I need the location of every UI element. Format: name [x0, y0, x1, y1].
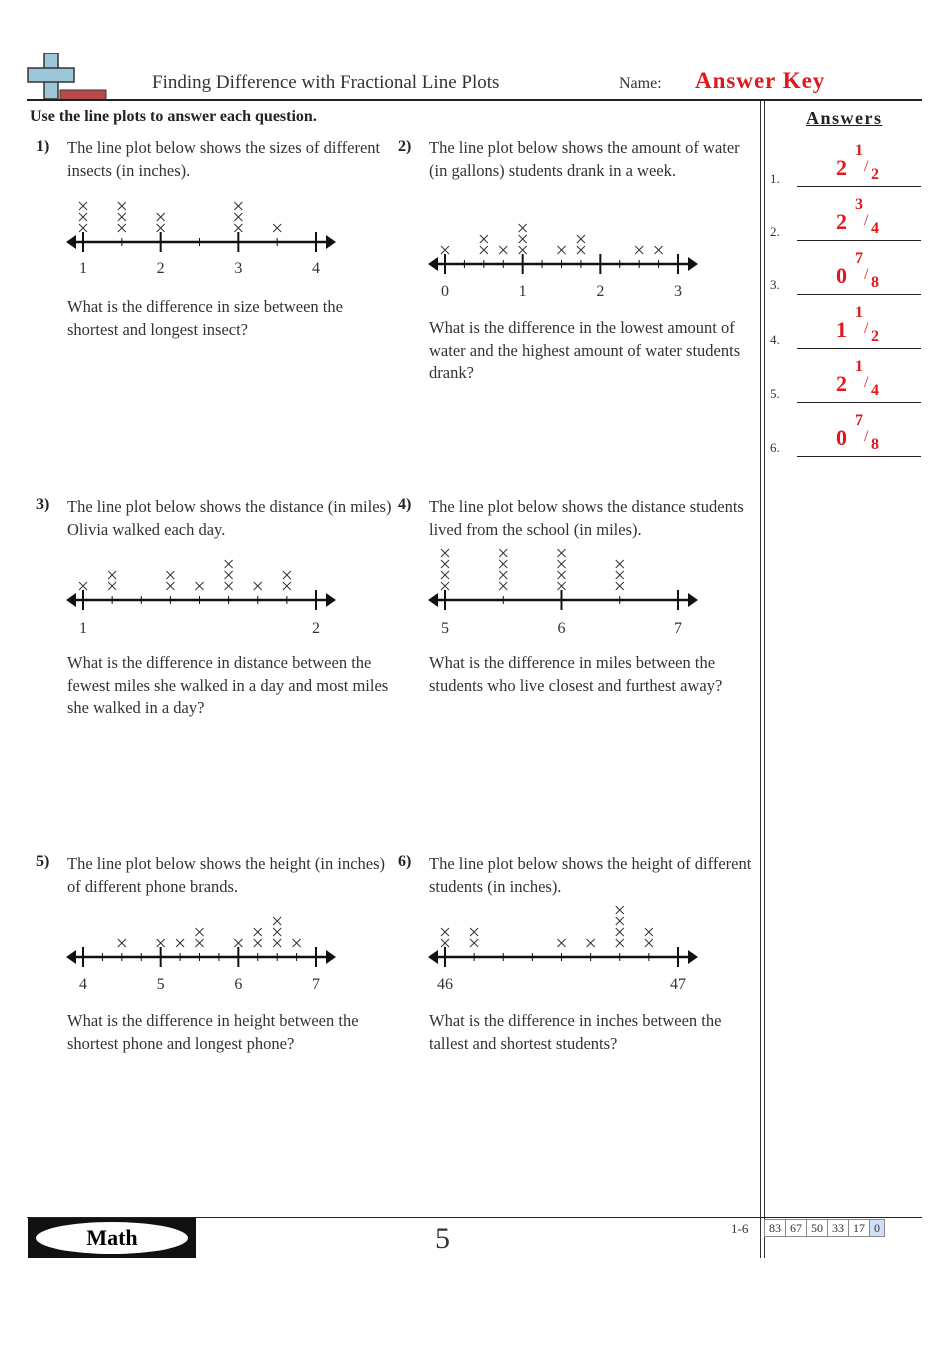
math-logo-text: Math [86, 1225, 138, 1250]
x-mark [577, 235, 585, 243]
x-mark [79, 224, 87, 232]
fraction-slash: / [864, 212, 869, 229]
x-mark [519, 235, 527, 243]
score-cell: 67 [786, 1220, 807, 1237]
fraction-slash: / [864, 158, 869, 175]
tick-label: 0 [441, 283, 449, 300]
x-mark [519, 224, 527, 232]
answers-title: Answers [806, 108, 883, 128]
x-mark [166, 582, 174, 590]
x-mark [254, 928, 262, 936]
question-number: 1) [36, 138, 50, 155]
line-plot [424, 548, 709, 638]
arrow-right-icon [688, 257, 698, 271]
x-mark [441, 582, 449, 590]
x-mark [225, 571, 233, 579]
question-number: 4) [398, 496, 412, 513]
question-intro: The line plot below shows the height (in inches) of different phone brands. [67, 854, 386, 896]
answer-denominator: 4 [871, 220, 879, 237]
answer-number: 4. [770, 332, 780, 347]
x-mark [655, 246, 663, 254]
header-rule [27, 99, 922, 101]
question-text: What is the difference in the lowest amount of water and the highest amount of water students drank? [429, 318, 741, 382]
answer-whole: 2 [836, 371, 847, 396]
x-mark [587, 939, 595, 947]
x-mark [118, 224, 126, 232]
tick-label: 6 [557, 620, 566, 637]
x-mark [499, 571, 507, 579]
score-cell: 17 [849, 1220, 870, 1237]
arrow-left-icon [428, 593, 438, 607]
arrow-left-icon [428, 950, 438, 964]
arrow-left-icon [428, 257, 438, 271]
answer-whole: 1 [836, 317, 847, 342]
page-number: 5 [435, 1222, 450, 1255]
tick-label: 1 [79, 260, 87, 277]
name-label: Name: [619, 75, 662, 92]
answer-numerator: 1 [855, 304, 863, 321]
x-mark [616, 560, 624, 568]
answer-whole: 0 [836, 263, 847, 288]
tick-label: 1 [79, 620, 87, 637]
tick-label: 1 [518, 283, 527, 300]
answer-denominator: 2 [871, 328, 879, 345]
answer-line [797, 348, 921, 349]
arrow-right-icon [688, 950, 698, 964]
x-mark [558, 246, 566, 254]
score-range-label: 1-6 [731, 1221, 749, 1236]
line-plot [62, 905, 347, 995]
question-intro: The line plot below shows the sizes of different insects (in inches). [67, 138, 381, 180]
x-mark [176, 939, 184, 947]
tick-label: 46 [437, 976, 453, 993]
answer-number: 3. [770, 277, 780, 292]
fraction-slash: / [864, 428, 869, 445]
question-text: What is the difference in size between the shortest and longest insect? [67, 297, 343, 339]
x-mark [283, 571, 291, 579]
x-mark [480, 246, 488, 254]
score-cell: 0 [870, 1220, 885, 1237]
x-mark [616, 582, 624, 590]
answer-whole: 0 [836, 425, 847, 450]
x-mark [273, 224, 281, 232]
x-mark [118, 202, 126, 210]
tick-label: 6 [234, 976, 243, 993]
math-logo [28, 1218, 196, 1258]
x-mark [273, 928, 281, 936]
question-number: 5) [36, 853, 50, 870]
x-mark [616, 571, 624, 579]
x-mark [234, 939, 242, 947]
answer-key-label: Answer Key [695, 68, 826, 93]
tick-label: 5 [441, 620, 449, 637]
x-mark [108, 582, 116, 590]
x-mark [118, 213, 126, 221]
x-mark [441, 939, 449, 947]
answer-number: 2. [770, 224, 780, 239]
x-mark [79, 213, 87, 221]
answer-line [797, 294, 921, 295]
tick-label: 2 [156, 260, 165, 277]
x-mark [225, 582, 233, 590]
plus-logo-icon [26, 53, 108, 101]
tick-label: 7 [674, 620, 682, 637]
answer-line [797, 402, 921, 403]
answer-denominator: 8 [871, 274, 879, 291]
x-mark [635, 246, 643, 254]
question-number: 2) [398, 138, 412, 155]
arrow-right-icon [326, 593, 336, 607]
x-mark [157, 213, 165, 221]
x-mark [558, 582, 566, 590]
arrow-right-icon [326, 950, 336, 964]
x-mark [499, 246, 507, 254]
line-plot [62, 548, 347, 638]
x-mark [645, 928, 653, 936]
answer-numerator: 1 [855, 358, 863, 375]
x-mark [273, 917, 281, 925]
x-mark [157, 224, 165, 232]
x-mark [196, 928, 204, 936]
score-cell: 83 [765, 1220, 786, 1237]
answer-denominator: 8 [871, 436, 879, 453]
question-intro: The line plot below shows the distance (in miles) Olivia walked each day. [67, 497, 392, 539]
x-mark [157, 939, 165, 947]
x-mark [118, 939, 126, 947]
instructions: Use the line plots to answer each question. [30, 108, 317, 125]
x-mark [79, 582, 87, 590]
answer-number: 6. [770, 440, 780, 455]
x-mark [293, 939, 301, 947]
question-text: What is the difference in miles between the students who live closest and furthest away? [429, 653, 723, 695]
answer-numerator: 7 [855, 250, 863, 267]
answer-number: 1. [770, 171, 780, 186]
x-mark [616, 939, 624, 947]
x-mark [616, 906, 624, 914]
tick-label: 5 [156, 976, 165, 993]
score-cell: 33 [828, 1220, 849, 1237]
fraction-slash: / [864, 320, 869, 337]
tick-label: 2 [312, 620, 320, 637]
question-intro: The line plot below shows the height of different students (in inches). [429, 854, 752, 896]
tick-label: 7 [312, 976, 320, 993]
score-table [764, 1219, 885, 1237]
page-title: Finding Difference with Fractional Line Plots [152, 72, 500, 93]
x-mark [558, 571, 566, 579]
x-mark [273, 939, 281, 947]
answer-denominator: 2 [871, 166, 879, 183]
question-number: 6) [398, 853, 412, 870]
x-mark [196, 939, 204, 947]
line-plot [424, 905, 709, 995]
question-intro: The line plot below shows the distance students lived from the school (in miles). [429, 497, 744, 539]
x-mark [577, 246, 585, 254]
x-mark [558, 560, 566, 568]
divider-line [764, 101, 765, 1258]
x-mark [558, 549, 566, 557]
x-mark [616, 917, 624, 925]
x-mark [234, 202, 242, 210]
fraction-slash: / [864, 374, 869, 391]
tick-label: 4 [312, 260, 320, 277]
question-number: 3) [36, 496, 50, 513]
question-text: What is the difference in distance between the fewest miles she walked in a day and most miles she walked in a day? [67, 653, 389, 717]
arrow-right-icon [326, 235, 336, 249]
x-mark [108, 571, 116, 579]
divider-line [760, 101, 761, 1258]
tick-label: 2 [596, 283, 605, 300]
tick-label: 47 [670, 976, 686, 993]
x-mark [470, 939, 478, 947]
tick-label: 4 [79, 976, 87, 993]
tick-label: 3 [674, 283, 682, 300]
fraction-slash: / [864, 266, 869, 283]
answer-whole: 2 [836, 209, 847, 234]
x-mark [166, 571, 174, 579]
arrow-right-icon [688, 593, 698, 607]
answer-line [797, 240, 921, 241]
x-mark [441, 560, 449, 568]
x-mark [254, 582, 262, 590]
answer-numerator: 7 [855, 412, 863, 429]
x-mark [470, 928, 478, 936]
x-mark [234, 213, 242, 221]
x-mark [499, 549, 507, 557]
question-text: What is the difference in height between the shortest phone and longest phone? [67, 1011, 359, 1053]
score-cell: 50 [807, 1220, 828, 1237]
arrow-left-icon [66, 950, 76, 964]
x-mark [441, 928, 449, 936]
tick-label: 3 [234, 260, 243, 277]
x-mark [283, 582, 291, 590]
x-mark [480, 235, 488, 243]
x-mark [519, 246, 527, 254]
x-mark [558, 939, 566, 947]
x-mark [645, 939, 653, 947]
x-mark [499, 582, 507, 590]
line-plot [62, 190, 347, 280]
answer-numerator: 3 [855, 196, 863, 213]
x-mark [225, 560, 233, 568]
x-mark [441, 246, 449, 254]
x-mark [441, 549, 449, 557]
question-text: What is the difference in inches between the tallest and shortest students? [429, 1011, 722, 1053]
x-mark [499, 560, 507, 568]
line-plot [424, 212, 709, 302]
x-mark [79, 202, 87, 210]
answer-number: 5. [770, 386, 780, 401]
answer-numerator: 1 [855, 142, 863, 159]
question-intro: The line plot below shows the amount of water (in gallons) students drank in a week. [429, 138, 740, 180]
x-mark [254, 939, 262, 947]
arrow-left-icon [66, 235, 76, 249]
arrow-left-icon [66, 593, 76, 607]
answer-line [797, 186, 921, 187]
x-mark [234, 224, 242, 232]
answer-line [797, 456, 921, 457]
x-mark [441, 571, 449, 579]
answer-denominator: 4 [871, 382, 879, 399]
x-mark [616, 928, 624, 936]
x-mark [196, 582, 204, 590]
answer-whole: 2 [836, 155, 847, 180]
